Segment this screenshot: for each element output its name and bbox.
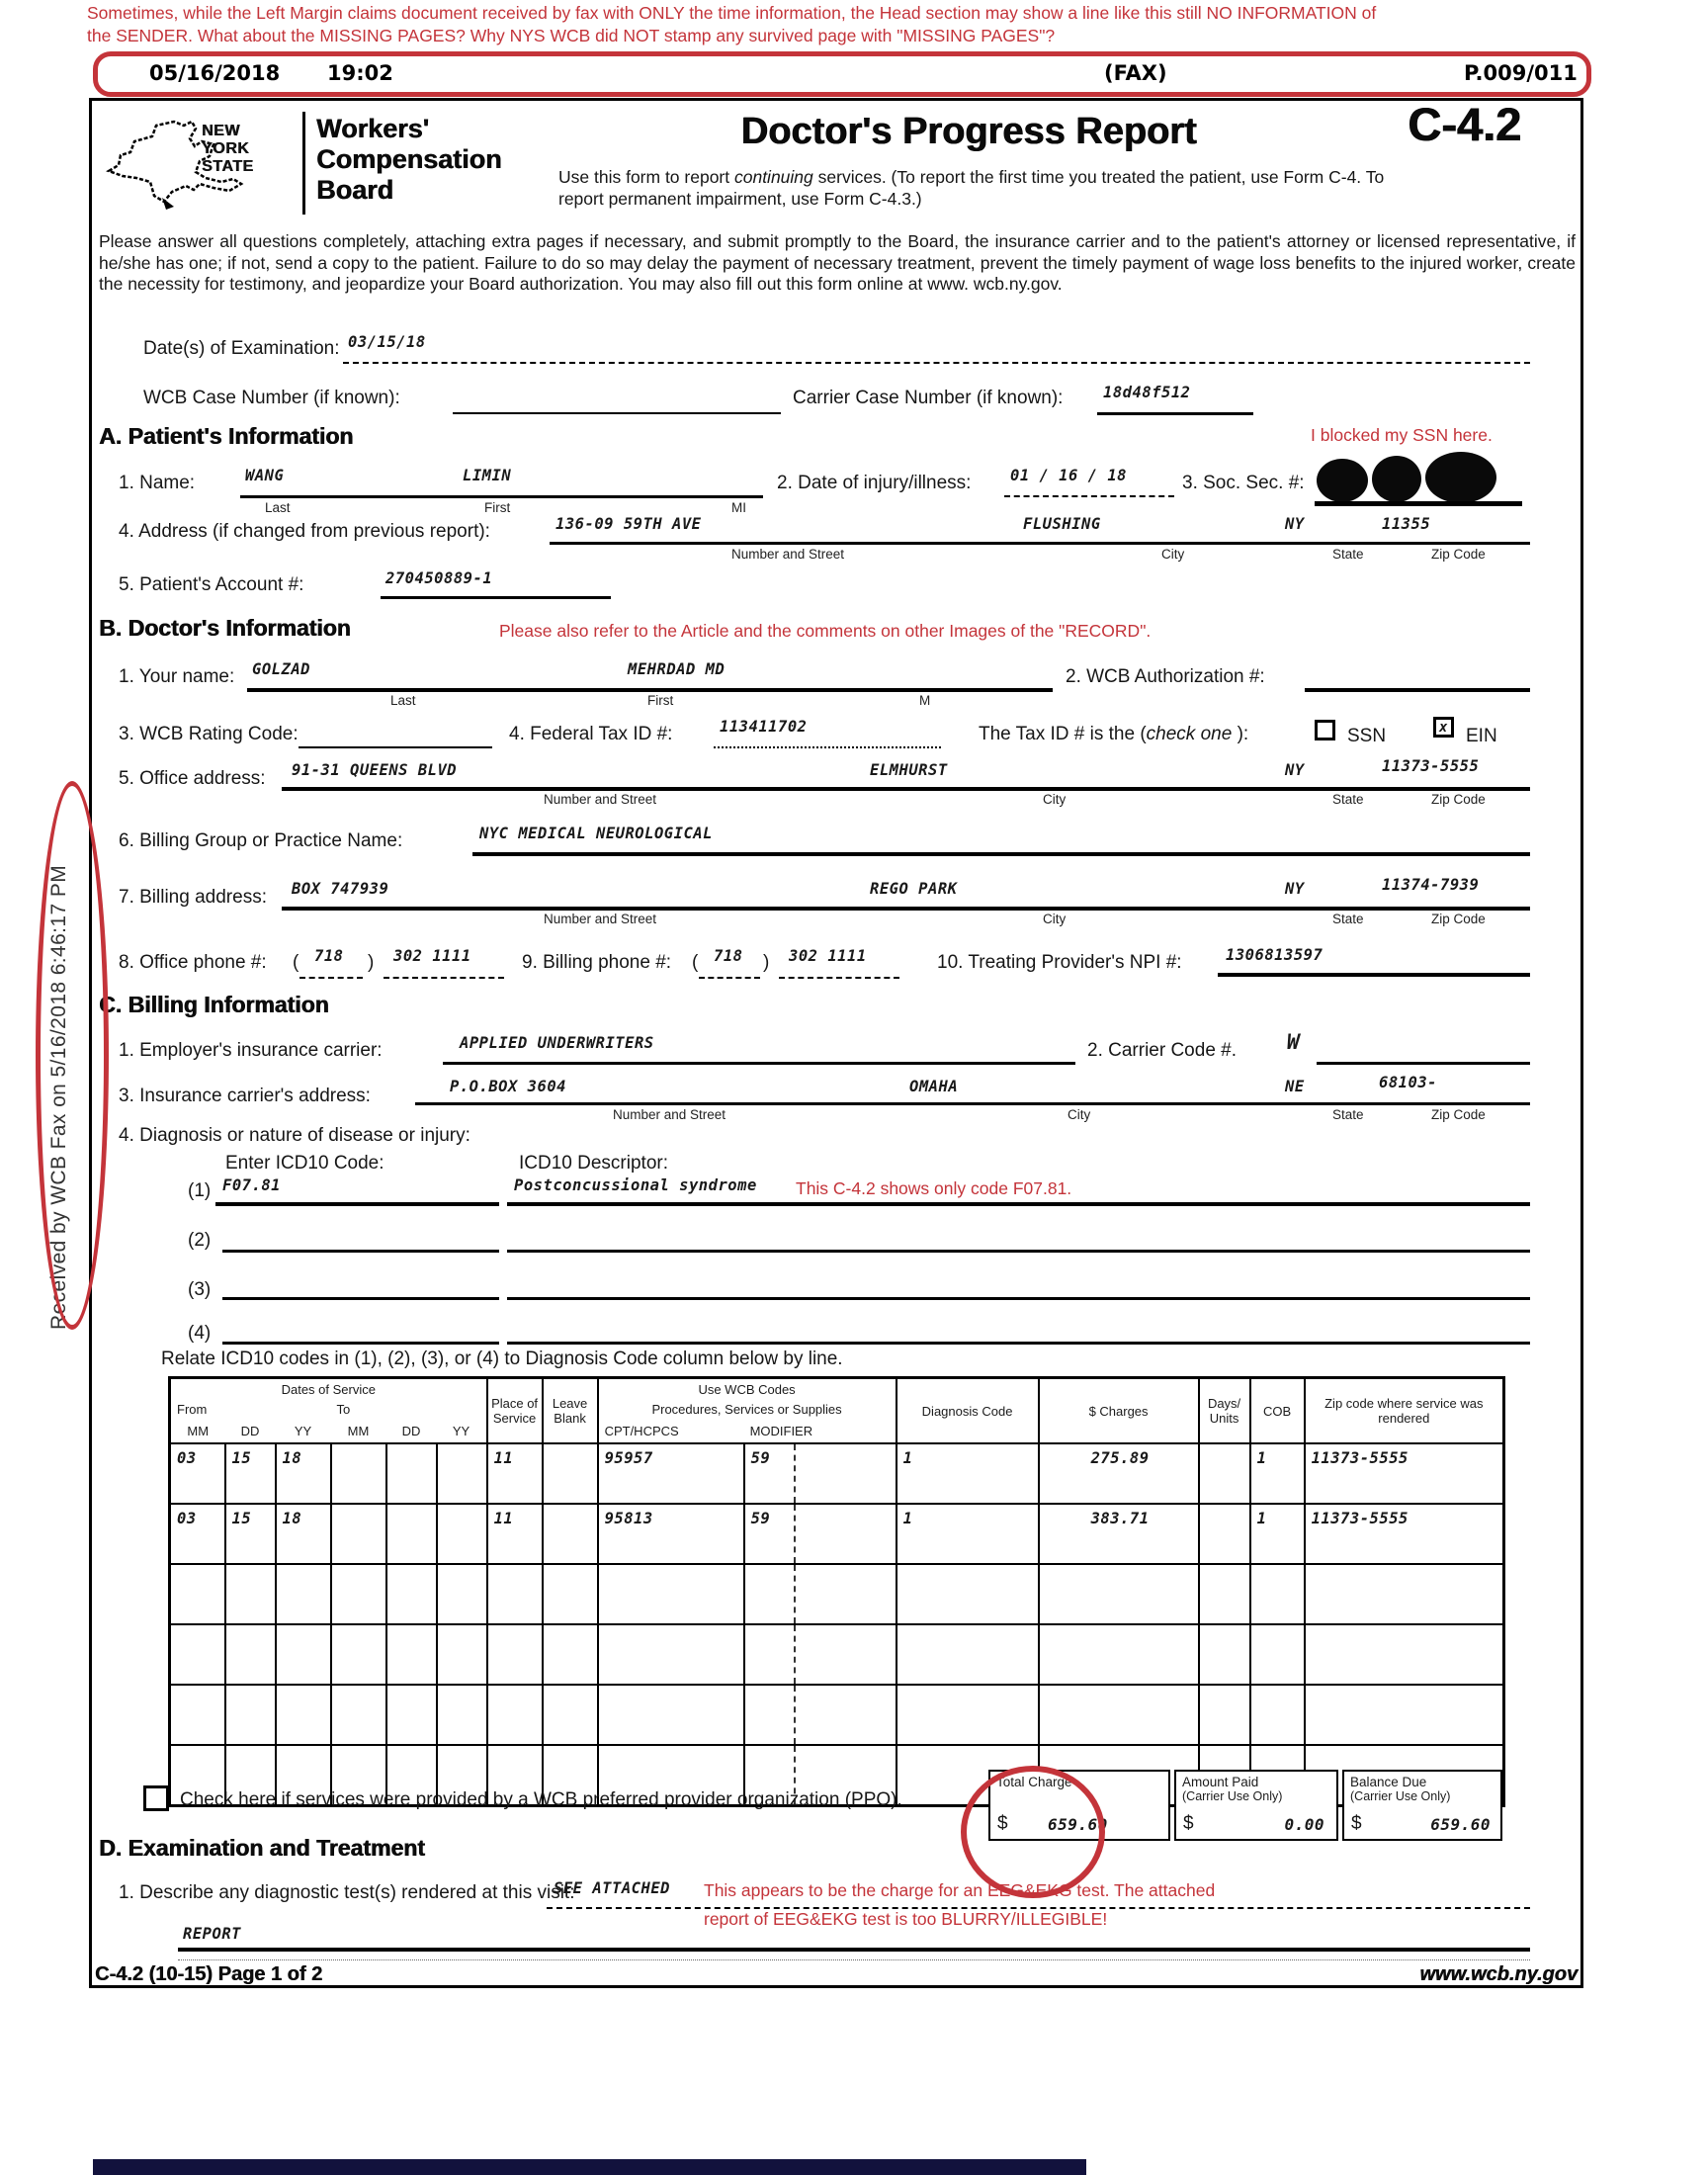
icd-code-line <box>215 1202 499 1206</box>
cell-cpt <box>598 1624 744 1685</box>
header-zip: Zip code where service was rendered <box>1305 1378 1504 1444</box>
cell-pos: 11 <box>487 1504 543 1564</box>
cell-zip: 11373-5555 <box>1305 1504 1504 1564</box>
balance-due-label: Balance Due <box>1350 1775 1427 1789</box>
icd-row-num: (2) <box>188 1230 212 1251</box>
cell-diag <box>897 1564 1039 1624</box>
fax-time: 19:02 <box>327 61 393 85</box>
cell-zip <box>1305 1564 1504 1624</box>
office-city: ELMHURST <box>870 761 948 779</box>
cell-to_mm <box>331 1564 386 1624</box>
currency-sign: $ <box>1183 1813 1194 1834</box>
fax-date: 05/16/2018 <box>149 61 281 85</box>
carrier-city: OMAHA <box>909 1078 959 1095</box>
cell-from_dd <box>225 1564 276 1624</box>
patient-address-street: 136-09 59TH AVE <box>555 515 702 533</box>
header-dates-of-service: Dates of Service <box>281 1381 376 1397</box>
practice-name-line <box>472 852 1530 856</box>
patient-account-label: 5. Patient's Account #: <box>119 574 304 595</box>
carrier-code-line <box>1317 1062 1530 1065</box>
cell-to_yy <box>437 1443 487 1504</box>
cell-charges: 275.89 <box>1039 1443 1199 1504</box>
patient-account-value: 270450889-1 <box>385 569 493 587</box>
carrier-case-line <box>1097 412 1253 415</box>
ssn-label: 3. Soc. Sec. #: <box>1182 473 1305 493</box>
cell-to_mm <box>331 1624 386 1685</box>
npi-line <box>1218 973 1530 977</box>
ssn-option-label: SSN <box>1347 726 1387 746</box>
sub-label-street: Number and Street <box>544 792 657 807</box>
icd-code-line <box>222 1342 499 1345</box>
cell-cpt: 95957 <box>598 1443 744 1504</box>
section-d-title: D. Examination and Treatment <box>99 1835 425 1861</box>
cell-to_dd <box>386 1504 437 1564</box>
wcb-auth-label: 2. WCB Authorization #: <box>1066 666 1265 687</box>
icd-annotation: This C-4.2 shows only code F07.81. <box>796 1178 1072 1198</box>
injury-date-value: 01 / 16 / 18 <box>1010 467 1127 484</box>
header-dd: DD <box>240 1423 260 1438</box>
paren: ( <box>293 952 299 973</box>
injury-date-line <box>1004 495 1174 497</box>
icd-descriptor-value: Postconcussional syndrome <box>514 1176 757 1194</box>
cell-charges <box>1039 1564 1199 1624</box>
ein-option-label: EIN <box>1466 726 1497 746</box>
icd-code-value: F07.81 <box>222 1176 281 1194</box>
cell-modifier_ext <box>795 1564 897 1624</box>
cell-to_dd <box>386 1564 437 1624</box>
sub-label-state: State <box>1332 912 1364 926</box>
phone-line <box>384 977 504 979</box>
cell-charges <box>1039 1685 1199 1745</box>
patient-address-city: FLUSHING <box>1023 515 1101 533</box>
header-yy: YY <box>452 1423 470 1438</box>
cell-modifier_ext <box>795 1685 897 1745</box>
carrier-case-label: Carrier Case Number (if known): <box>793 388 1064 408</box>
amount-paid-sublabel: (Carrier Use Only) <box>1182 1789 1283 1803</box>
tax-id-line <box>714 746 941 748</box>
office-phone-label: 8. Office phone #: <box>119 952 267 973</box>
header-to: To <box>336 1401 351 1417</box>
wcb-case-line <box>453 412 781 414</box>
cell-modifier <box>744 1685 795 1745</box>
patient-address-zip: 11355 <box>1382 515 1431 533</box>
sub-label-street: Number and Street <box>731 547 845 562</box>
icd-descriptor-line <box>507 1342 1530 1345</box>
amount-paid-label: Amount Paid <box>1182 1775 1259 1789</box>
service-table <box>168 1376 1505 1807</box>
cell-from_dd: 15 <box>225 1504 276 1564</box>
footer-website: www.wcb.ny.gov <box>1419 1963 1578 1985</box>
total-charge-value: 659.60 <box>1048 1815 1108 1834</box>
doctor-name-label: 1. Your name: <box>119 666 235 687</box>
cell-leave <box>543 1504 598 1564</box>
header-mm: MM <box>347 1423 370 1438</box>
header-use-wcb-codes: Use WCB Codes <box>598 1378 897 1400</box>
doctor-name-line <box>247 688 1053 692</box>
form-code: C-4.2 <box>1408 98 1521 150</box>
fax-page-number: P.009/011 <box>1464 61 1578 85</box>
patient-first-name: LIMIN <box>463 467 512 484</box>
cell-from_mm: 03 <box>170 1443 225 1504</box>
cell-charges <box>1039 1624 1199 1685</box>
cell-from_mm: 03 <box>170 1504 225 1564</box>
footer-form-version: C-4.2 (10-15) Page 1 of 2 <box>95 1963 323 1985</box>
patient-name-label: 1. Name: <box>119 473 196 493</box>
header-dd: DD <box>401 1423 421 1438</box>
ppo-label: Check here if services were provided by a WCB preferred provider organization (PPO). <box>180 1789 902 1810</box>
carrier-address-label: 3. Insurance carrier's address: <box>119 1086 371 1106</box>
cell-leave <box>543 1624 598 1685</box>
cell-modifier_ext <box>795 1624 897 1685</box>
section-a-title: A. Patient's Information <box>99 423 354 449</box>
cell-from_dd <box>225 1624 276 1685</box>
carrier-code-label: 2. Carrier Code #. <box>1087 1040 1238 1061</box>
cell-cpt <box>598 1564 744 1624</box>
tax-id-label: 4. Federal Tax ID #: <box>509 724 673 744</box>
sub-label-zip: Zip Code <box>1431 547 1486 562</box>
cell-cob: 1 <box>1250 1443 1305 1504</box>
injury-date-label: 2. Date of injury/illness: <box>777 473 972 493</box>
cell-leave <box>543 1443 598 1504</box>
amount-paid-value: 0.00 <box>1284 1815 1324 1834</box>
cell-to_yy <box>437 1685 487 1745</box>
npi-label: 10. Treating Provider's NPI #: <box>937 952 1182 973</box>
patient-address-label: 4. Address (if changed from previous report): <box>119 521 490 542</box>
billing-address-line <box>282 907 1530 911</box>
diagnostic-tests-value: SEE ATTACHED <box>554 1879 670 1897</box>
cell-to_mm <box>331 1443 386 1504</box>
cell-zip <box>1305 1685 1504 1745</box>
ssn-annotation: I blocked my SSN here. <box>1311 425 1493 445</box>
cell-days <box>1199 1685 1250 1745</box>
cell-modifier_ext <box>795 1504 897 1564</box>
cell-to_yy <box>437 1624 487 1685</box>
cell-diag: 1 <box>897 1443 1039 1504</box>
cell-days <box>1199 1504 1250 1564</box>
cell-zip: 11373-5555 <box>1305 1443 1504 1504</box>
phone-line <box>779 977 899 979</box>
office-phone-number: 302 1111 <box>393 947 471 965</box>
cell-diag <box>897 1624 1039 1685</box>
cell-from_mm <box>170 1624 225 1685</box>
received-by-wcb-stamp: Received by WCB Fax on 5/16/2018 6:46:17 PM <box>47 864 70 1330</box>
office-address-line <box>282 787 1530 791</box>
office-street: 91-31 QUEENS BLVD <box>292 761 458 779</box>
header-yy: YY <box>294 1423 312 1438</box>
diagnostic-tests-label: 1. Describe any diagnostic test(s) rendered at this visit: <box>119 1882 575 1903</box>
practice-name-label: 6. Billing Group or Practice Name: <box>119 830 403 851</box>
service-row <box>170 1443 1504 1504</box>
carrier-address-line <box>415 1102 1530 1105</box>
icd-code-header: Enter ICD10 Code: <box>225 1153 384 1174</box>
cell-to_mm <box>331 1685 386 1745</box>
ssn-redaction-blob <box>1425 452 1496 503</box>
sub-label-mi: MI <box>731 500 746 515</box>
cell-from_mm <box>170 1685 225 1745</box>
billing-zip: 11374-7939 <box>1382 876 1480 894</box>
exam-date-line <box>343 362 1530 364</box>
cell-modifier: 59 <box>744 1504 795 1564</box>
annotation-top-line1: Sometimes, while the Left Margin claims document received by fax with ONLY the time information, the Head section may show a line like this still NO INFORMATION of <box>87 3 1377 23</box>
sub-label-city: City <box>1068 1107 1091 1122</box>
npi-value: 1306813597 <box>1226 946 1324 964</box>
cell-diag <box>897 1685 1039 1745</box>
cell-from_dd <box>225 1685 276 1745</box>
practice-name-value: NYC MEDICAL NEUROLOGICAL <box>479 825 713 842</box>
relate-codes-note: Relate ICD10 codes in (1), (2), (3), or (4) to Diagnosis Code column below by line. <box>161 1348 843 1369</box>
icd-row-num: (1) <box>188 1180 212 1201</box>
diagnostic-tests-value-cont: REPORT <box>183 1925 241 1943</box>
insurance-carrier-label: 1. Employer's insurance carrier: <box>119 1040 383 1061</box>
patient-last-name: WANG <box>245 467 285 484</box>
scan-artifact-bar <box>93 2159 1086 2175</box>
cell-cob <box>1250 1564 1305 1624</box>
office-state: NY <box>1285 761 1305 779</box>
record-annotation: Please also refer to the Article and the comments on other Images of the "RECORD". <box>499 621 1152 641</box>
section-c-title: C. Billing Information <box>99 992 329 1017</box>
patient-address-line <box>550 542 1530 545</box>
charge-annotation-line2: report of EEG&EKG test is too BLURRY/ILLEGIBLE! <box>704 1909 1108 1929</box>
cell-diag: 1 <box>897 1504 1039 1564</box>
cell-to_dd <box>386 1685 437 1745</box>
billing-city: REGO PARK <box>870 880 958 898</box>
section-b-title: B. Doctor's Information <box>99 615 351 641</box>
carrier-zip: 68103- <box>1379 1074 1437 1091</box>
cell-to_dd <box>386 1443 437 1504</box>
balance-due-sublabel: (Carrier Use Only) <box>1350 1789 1451 1803</box>
doctor-first-name: MEHRDAD MD <box>628 660 726 678</box>
office-address-label: 5. Office address: <box>119 768 266 789</box>
charge-annotation-line1: This appears to be the charge for an EEG&EKG test. The attached <box>704 1880 1216 1900</box>
header-diagnosis-code: Diagnosis Code <box>897 1378 1039 1444</box>
sub-label-zip: Zip Code <box>1431 912 1486 926</box>
currency-sign: $ <box>1351 1813 1362 1834</box>
cell-to_mm <box>331 1504 386 1564</box>
cell-from_yy <box>276 1685 331 1745</box>
total-charge-highlight-circle <box>961 1766 1105 1898</box>
icd-descriptor-line <box>507 1250 1530 1253</box>
cell-from_yy: 18 <box>276 1504 331 1564</box>
carrier-state: NE <box>1285 1078 1305 1095</box>
cell-cob: 1 <box>1250 1504 1305 1564</box>
sub-label-last: Last <box>265 500 291 515</box>
header-from: From <box>177 1401 208 1417</box>
cell-days <box>1199 1564 1250 1624</box>
sub-label-street: Number and Street <box>544 912 657 926</box>
cell-modifier_ext <box>795 1443 897 1504</box>
fax-label: (FAX) <box>1104 61 1167 85</box>
sub-label-zip: Zip Code <box>1431 1107 1486 1122</box>
ny-state-wordmark: NEW YORK STATE <box>202 123 254 175</box>
header-leave-blank: Leave Blank <box>543 1378 598 1444</box>
ssn-line <box>1315 501 1522 506</box>
header-cpt: CPT/HCPCS <box>598 1419 744 1443</box>
balance-due-value: 659.60 <box>1430 1815 1491 1834</box>
ppo-checkbox <box>143 1785 169 1811</box>
agency-name: Workers' Compensation Board <box>316 114 502 205</box>
icd-code-line <box>222 1297 499 1300</box>
sub-label-state: State <box>1332 1107 1364 1122</box>
cell-cpt: 95813 <box>598 1504 744 1564</box>
logo-divider <box>302 112 305 215</box>
sub-label-first: First <box>484 500 511 515</box>
header-days-units: Days/ Units <box>1199 1378 1250 1444</box>
office-phone-area: 718 <box>314 947 344 965</box>
header-charges: $ Charges <box>1039 1378 1199 1444</box>
wcb-auth-line <box>1305 688 1530 692</box>
header-cob: COB <box>1250 1378 1305 1444</box>
diagnosis-label: 4. Diagnosis or nature of disease or injury: <box>119 1125 470 1146</box>
sub-label-zip: Zip Code <box>1431 792 1486 807</box>
currency-sign: $ <box>997 1813 1008 1834</box>
insurance-carrier-line <box>443 1062 1075 1065</box>
cell-modifier <box>744 1564 795 1624</box>
paren: ) <box>368 952 375 973</box>
header-procedures: Procedures, Services or Supplies <box>598 1399 897 1419</box>
received-stamp-highlight-ellipse <box>36 781 109 1330</box>
paren: ) <box>763 952 770 973</box>
balance-due-box <box>1342 1770 1502 1841</box>
icd-descriptor-header: ICD10 Descriptor: <box>519 1153 668 1174</box>
billing-state: NY <box>1285 880 1305 898</box>
amount-paid-box <box>1174 1770 1338 1841</box>
sub-label-state: State <box>1332 547 1364 562</box>
cell-cob <box>1250 1624 1305 1685</box>
icd-row-num: (3) <box>188 1279 212 1300</box>
icd-row-num: (4) <box>188 1323 212 1344</box>
icd-descriptor-line <box>507 1202 1530 1206</box>
billing-phone-label: 9. Billing phone #: <box>522 952 672 973</box>
tax-check-label: The Tax ID # is the (check one ): <box>979 724 1249 744</box>
tax-id-value: 113411702 <box>720 718 808 736</box>
cell-charges: 383.71 <box>1039 1504 1199 1564</box>
cell-leave <box>543 1564 598 1624</box>
cell-days <box>1199 1443 1250 1504</box>
paren: ( <box>692 952 699 973</box>
sub-label-city: City <box>1161 547 1185 562</box>
office-zip: 11373-5555 <box>1382 757 1480 775</box>
billing-phone-number: 302 1111 <box>789 947 867 965</box>
sub-label-city: City <box>1043 792 1067 807</box>
ssn-checkbox <box>1315 720 1335 740</box>
total-charge-label: Total Charge <box>996 1775 1072 1789</box>
service-row <box>170 1685 1504 1745</box>
header-mm: MM <box>187 1423 210 1438</box>
sub-label-last: Last <box>390 693 416 708</box>
cell-from_yy <box>276 1624 331 1685</box>
sub-label-street: Number and Street <box>613 1107 726 1122</box>
service-row <box>170 1504 1504 1564</box>
rating-code-line <box>299 746 492 748</box>
cell-to_yy <box>437 1504 487 1564</box>
cell-from_yy: 18 <box>276 1443 331 1504</box>
cell-cob <box>1250 1685 1305 1745</box>
annotation-top-line2: the SENDER. What about the MISSING PAGES? Why NYS WCB did NOT stamp any survived page with "MISSING PAGES"? <box>87 26 1056 45</box>
cell-pos <box>487 1624 543 1685</box>
exam-date-label: Date(s) of Examination: <box>143 338 340 359</box>
patient-address-state: NY <box>1285 515 1305 533</box>
wcb-case-label: WCB Case Number (if known): <box>143 388 400 408</box>
carrier-street: P.O.BOX 3604 <box>450 1078 566 1095</box>
ny-state-map-icon <box>97 109 295 214</box>
service-row <box>170 1564 1504 1624</box>
phone-line <box>299 977 363 979</box>
patient-name-line <box>240 495 763 498</box>
cell-days <box>1199 1624 1250 1685</box>
cell-leave <box>543 1685 598 1745</box>
cell-to_yy <box>437 1564 487 1624</box>
cell-from_dd: 15 <box>225 1443 276 1504</box>
diagnostic-tests-line2 <box>178 1948 1530 1952</box>
icd-code-line <box>222 1250 499 1253</box>
ssn-redaction-blob <box>1372 456 1421 502</box>
cell-zip <box>1305 1624 1504 1685</box>
insurance-carrier-value: APPLIED UNDERWRITERS <box>460 1034 654 1052</box>
header-modifier: MODIFIER <box>749 1423 813 1438</box>
icd-descriptor-line <box>507 1297 1530 1300</box>
carrier-case-value: 18d48f512 <box>1103 384 1191 401</box>
cell-to_dd <box>386 1624 437 1685</box>
fax-header-highlight-box <box>93 51 1591 97</box>
exam-date-value: 03/15/18 <box>348 333 426 351</box>
cell-from_mm <box>170 1564 225 1624</box>
ein-checkbox: x <box>1433 717 1454 738</box>
form-title: Doctor's Progress Report <box>740 111 1197 152</box>
patient-account-line <box>381 596 611 599</box>
sub-label-m: M <box>919 693 931 708</box>
cell-from_yy <box>276 1564 331 1624</box>
sub-label-city: City <box>1043 912 1067 926</box>
scan-artifact-line <box>178 1959 1530 1960</box>
rating-code-label: 3. WCB Rating Code: <box>119 724 299 744</box>
phone-line <box>699 977 760 979</box>
cell-cpt <box>598 1685 744 1745</box>
service-row <box>170 1624 1504 1685</box>
billing-street: BOX 747939 <box>292 880 389 898</box>
cell-modifier <box>744 1624 795 1685</box>
billing-address-label: 7. Billing address: <box>119 887 267 908</box>
doctor-last-name: GOLZAD <box>252 660 310 678</box>
cell-modifier: 59 <box>744 1443 795 1504</box>
sub-label-first: First <box>647 693 674 708</box>
form-instructions: Please answer all questions completely, attaching extra pages if necessary, and submit promptly to the Board, the insurance carrier and to the patient's attorney or licensed representative, if he/she has one; if not, send a copy to the patient. Failure to do so may delay the payment of necessary treatment, prevent the timely payment of wage loss benefits to the injured worker, create the necessity for testimony, and jeopardize your Board authorization. You may also fill out this form online at www. wcb.ny.gov. <box>99 231 1576 294</box>
form-subtitle: Use this form to report continuing services. (To report the first time you treated the patient, use Form C-4. To report permanent impairment, use Form C-4.3.) <box>558 167 1385 209</box>
carrier-code-value: W <box>1287 1030 1301 1054</box>
cell-pos <box>487 1685 543 1745</box>
billing-phone-area: 718 <box>714 947 743 965</box>
header-place-of-service: Place of Service <box>487 1378 543 1444</box>
cell-pos <box>487 1564 543 1624</box>
ssn-redaction-blob <box>1317 459 1368 502</box>
sub-label-state: State <box>1332 792 1364 807</box>
cell-pos: 11 <box>487 1443 543 1504</box>
